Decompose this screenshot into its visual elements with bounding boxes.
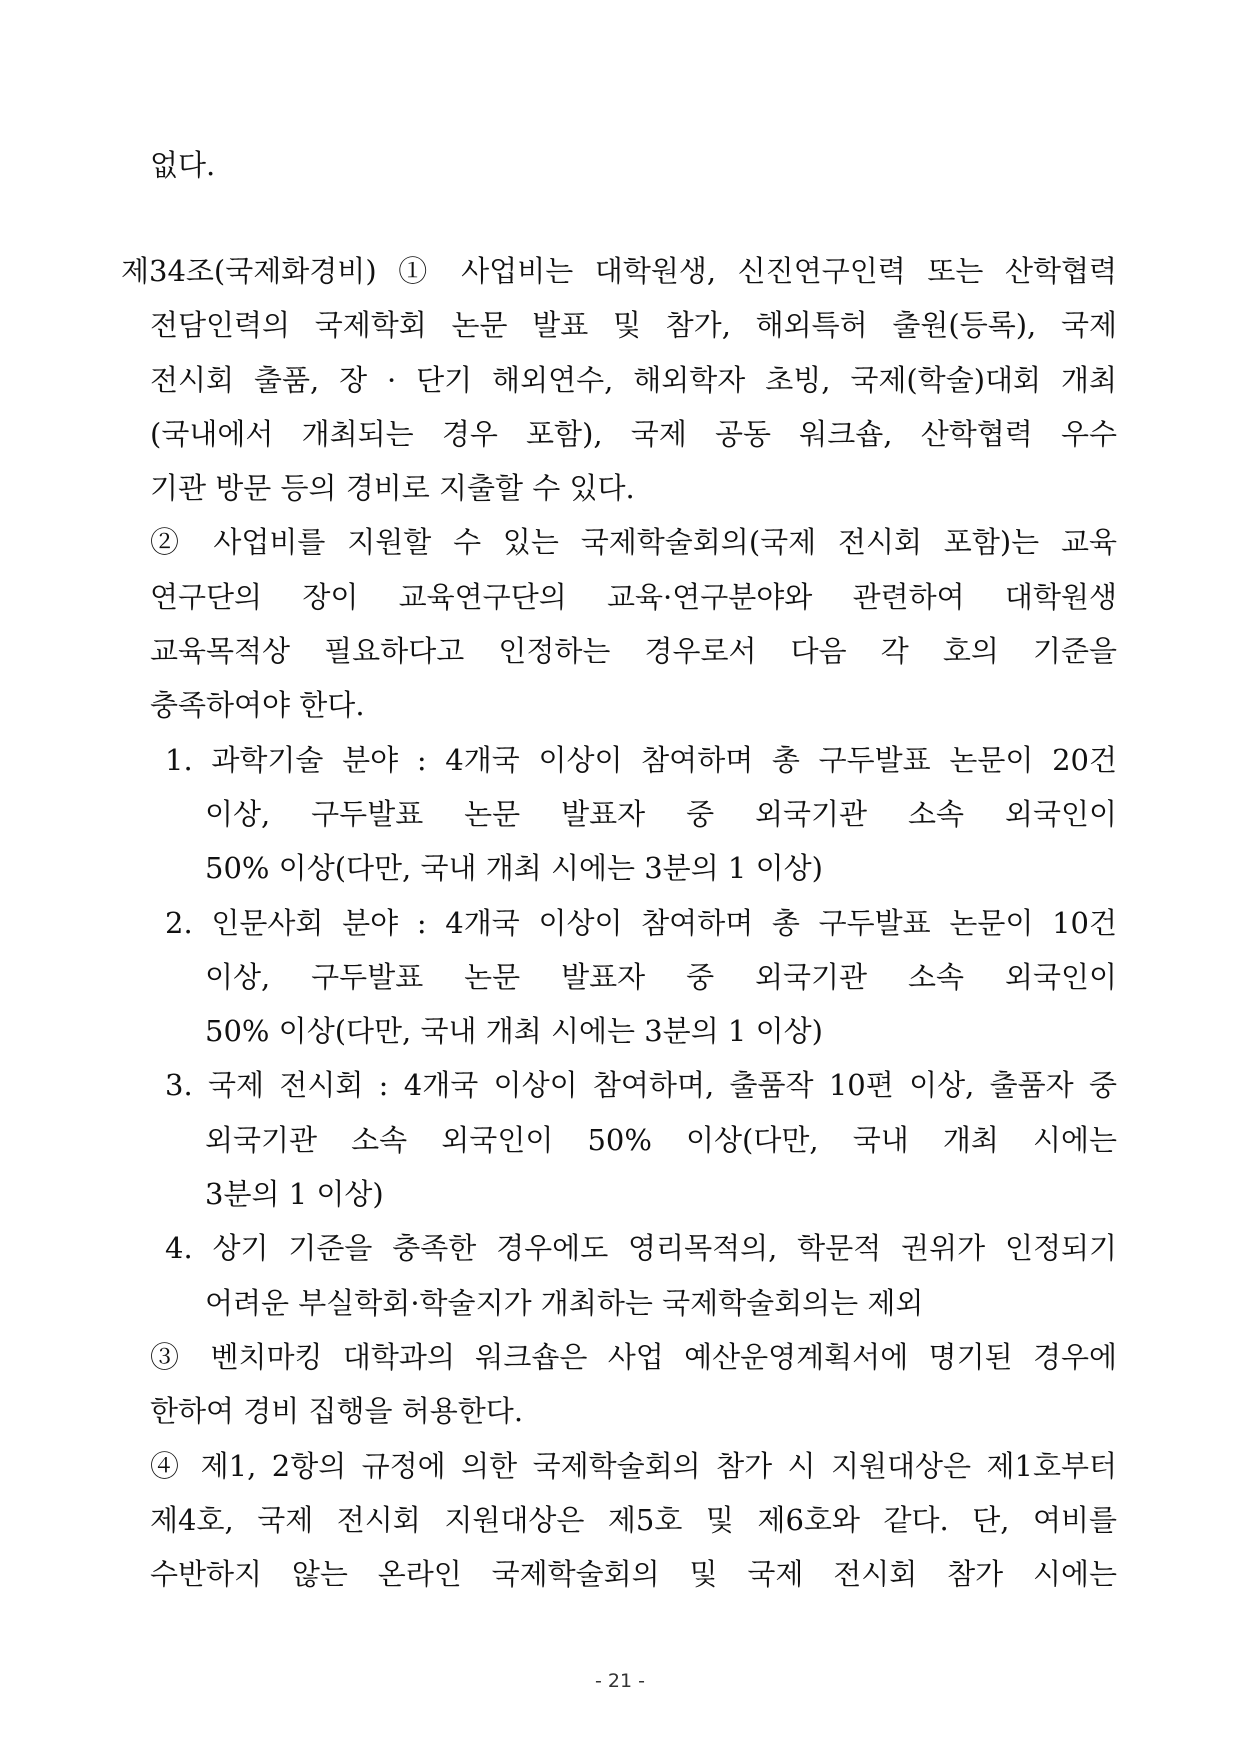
text-line: ③ 벤치마킹 대학과의 워크숍은 사업 예산운영계획서에 명기된 경우에 [150, 1339, 1117, 1374]
article-34-paragraph-4 [0, 1439, 1117, 1602]
article-34-paragraph-3 [0, 1330, 1117, 1439]
page-footer [0, 1668, 1240, 1694]
list-item-line: 외국기관 소속 외국인이 50% 이상(다만, 국내 개최 시에는 [205, 1122, 1117, 1157]
text-line: (국내에서 개최되는 경우 포함), 국제 공동 워크숍, 산학협력 우수 [150, 416, 1117, 451]
list-item-line: 이상, 구두발표 논문 발표자 중 외국기관 소속 외국인이 [205, 796, 1117, 831]
article-34-paragraph-2 [0, 515, 1117, 732]
article-heading-line: 제34조(국제화경비) ① 사업비는 대학원생, 신진연구인력 또는 산학협력 [121, 254, 1117, 288]
text-line: 연구단의 장이 교육연구단의 교육·연구분야와 관련하여 대학원생 [150, 579, 1117, 614]
text-line: 충족하여야 한다. [150, 688, 365, 723]
list-item-line: 50% 이상(다만, 국내 개최 시에는 3분의 1 이상) [205, 851, 823, 886]
article-34-paragraph-1 [0, 244, 1117, 515]
text-line: 기관 방문 등의 경비로 지출할 수 있다. [150, 471, 635, 506]
text-line: 전담인력의 국제학회 논문 발표 및 참가, 해외특허 출원(등록), 국제 [150, 308, 1117, 343]
list-item-line: 50% 이상(다만, 국내 개최 시에는 3분의 1 이상) [205, 1014, 823, 1049]
text-line: 교육목적상 필요하다고 인정하는 경우로서 다음 각 호의 기준을 [150, 634, 1117, 669]
list-item-line: 2. 인문사회 분야 : 4개국 이상이 참여하며 총 구두발표 논문이 10건 [165, 905, 1117, 940]
text-line: 제4호, 국제 전시회 지원대상은 제5호 및 제6호와 같다. 단, 여비를 [150, 1502, 1117, 1537]
criteria-item-4 [0, 1221, 1117, 1330]
list-item-line: 어려운 부실학회·학술지가 개최하는 국제학술회의는 제외 [205, 1285, 924, 1320]
text-line: ④ 제1, 2항의 규정에 의한 국제학술회의 참가 시 지원대상은 제1호부터 [150, 1448, 1117, 1483]
text-line: 수반하지 않는 온라인 국제학술회의 및 국제 전시회 참가 시에는 [150, 1557, 1117, 1592]
criteria-item-3 [0, 1058, 1117, 1221]
article-34 [0, 244, 1117, 1601]
list-item-line: 1. 과학기술 분야 : 4개국 이상이 참여하며 총 구두발표 논문이 20건 [165, 742, 1117, 777]
criteria-item-2 [0, 896, 1117, 1059]
criteria-item-1 [0, 733, 1117, 896]
list-item-line: 3분의 1 이상) [205, 1177, 384, 1212]
text-line: 한하여 경비 집행을 허용한다. [150, 1394, 524, 1429]
list-item-line: 이상, 구두발표 논문 발표자 중 외국기관 소속 외국인이 [205, 959, 1117, 994]
text-line: 전시회 출품, 장 · 단기 해외연수, 해외학자 초빙, 국제(학술)대회 개최 [150, 362, 1117, 397]
text-line: 없다. [150, 148, 216, 182]
list-item-line: 4. 상기 기준을 충족한 경우에도 영리목적의, 학문적 권위가 인정되기 [165, 1231, 1117, 1266]
list-item-line: 3. 국제 전시회 : 4개국 이상이 참여하며, 출품작 10편 이상, 출품자 중 [165, 1068, 1117, 1103]
text-line: ② 사업비를 지원할 수 있는 국제학술회의(국제 전시회 포함)는 교육 [150, 525, 1117, 560]
page-number: - 21 - [595, 1670, 645, 1692]
continued-text [0, 138, 1117, 192]
